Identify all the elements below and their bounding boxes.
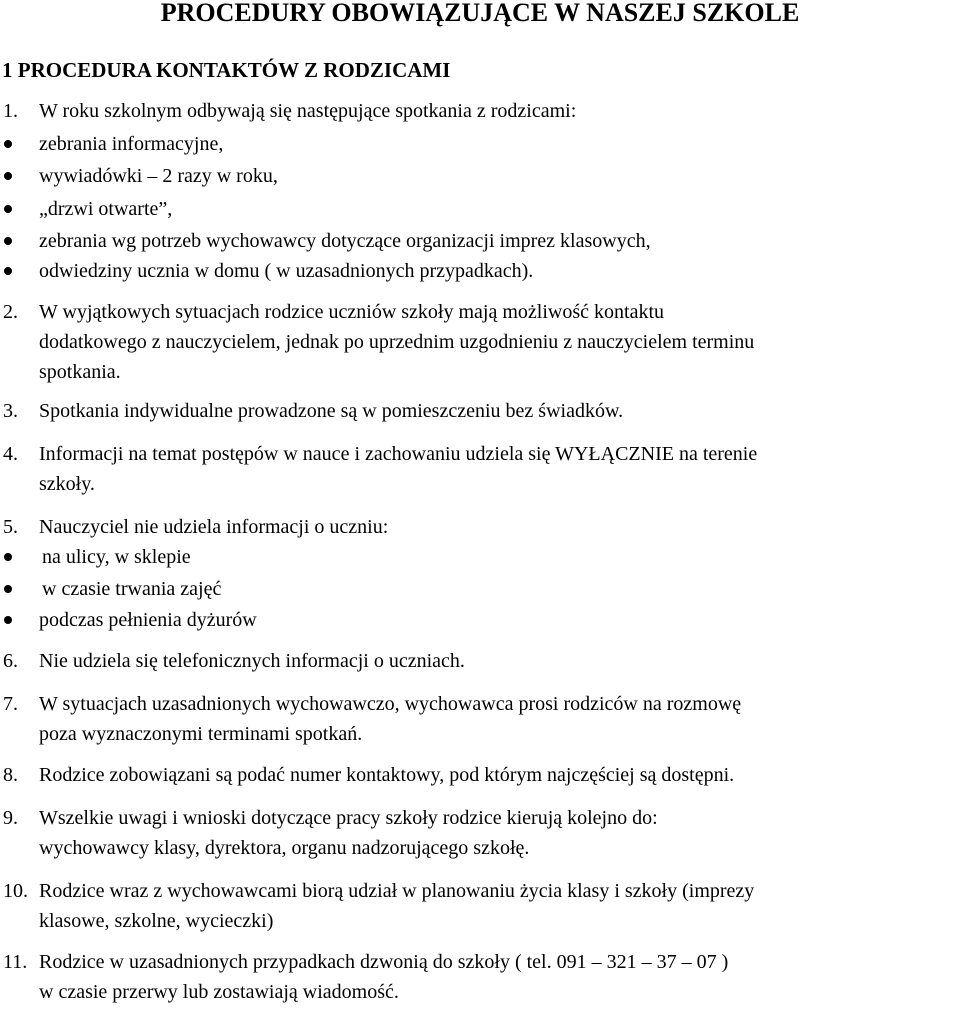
item-line: w czasie przerwy lub zostawiają wiadomość. — [39, 981, 399, 1003]
bullet-text: zebrania wg potrzeb wychowawcy dotyczące organizacji imprez klasowych, — [39, 230, 651, 252]
item-text — [39, 876, 754, 936]
item-line: Nie udziela się telefonicznych informacji o uczniach. — [39, 650, 465, 672]
bullet-text: wywiadówki – 2 razy w roku, — [39, 165, 278, 187]
item-line: klasowe, szkolne, wycieczki) — [39, 910, 274, 932]
item-number: 7. — [3, 693, 18, 715]
bullet-item — [0, 129, 960, 159]
page-title: PROCEDURY OBOWIĄZUJĄCE W NASZEJ SZKOLE — [160, 0, 800, 27]
item-number: 6. — [3, 650, 18, 672]
item-line: Nauczyciel nie udziela informacji o uczniu: — [39, 516, 389, 538]
item-line: Spotkania indywidualne prowadzone są w pomieszczeniu bez świadków. — [39, 400, 624, 422]
item-line: W wyjątkowych sytuacjach rodzice uczniów szkoły mają możliwość kontaktu — [39, 301, 664, 323]
item-line: W roku szkolnym odbywają się następujące spotkania z rodzicami: — [39, 100, 577, 122]
item-line: poza wyznaczonymi terminami spotkań. — [39, 723, 363, 745]
bullet-icon — [4, 237, 12, 245]
item-number: 8. — [3, 764, 18, 786]
bullet-icon — [4, 205, 12, 213]
item-text — [39, 439, 757, 499]
bullet-item — [0, 161, 960, 191]
item-number: 10. — [3, 880, 28, 902]
bullet-icon — [4, 616, 12, 624]
item-line: Rodzice wraz z wychowawcami biorą udział w planowaniu życia klasy i szkoły (imprezy — [39, 880, 755, 902]
item-line: Rodzice w uzasadnionych przypadkach dzwonią do szkoły ( tel. 091 – 321 – 37 – 07 ) — [39, 951, 729, 973]
item-number: 5. — [3, 516, 18, 538]
bullet-item — [0, 574, 960, 604]
bullet-icon — [4, 267, 12, 275]
item-number: 11. — [3, 951, 28, 973]
bullet-item — [0, 194, 960, 224]
bullet-item — [0, 542, 960, 572]
item-text — [39, 96, 576, 126]
bullet-icon — [4, 140, 12, 148]
item-line: wychowawcy klasy, dyrektora, organu nadzorującego szkołę. — [39, 837, 530, 859]
item-number: 9. — [3, 807, 18, 829]
item-line: szkoły. — [39, 473, 95, 495]
bullet-icon — [4, 585, 12, 593]
item-line: Informacji na temat postępów w nauce i zachowaniu udziela się WYŁĄCZNIE na terenie — [39, 443, 758, 465]
bullet-text: na ulicy, w sklepie — [42, 546, 191, 568]
item-text — [39, 646, 465, 676]
item-line: W sytuacjach uzasadnionych wychowawczo, wychowawca prosi rodziców na rozmowę — [39, 693, 742, 715]
bullet-item — [0, 605, 960, 635]
bullet-text: „drzwi otwarte”, — [39, 198, 173, 220]
item-line: dodatkowego z nauczycielem, jednak po uprzednim uzgodnieniu z nauczycielem terminu — [39, 331, 755, 353]
item-text — [39, 947, 728, 1007]
item-text — [39, 396, 623, 426]
item-text — [39, 512, 388, 542]
item-number: 4. — [3, 443, 18, 465]
item-number: 1. — [3, 100, 18, 122]
item-line: Wszelkie uwagi i wnioski dotyczące pracy szkoły rodzice kierują kolejno do: — [39, 807, 658, 829]
bullet-text: podczas pełnienia dyżurów — [39, 609, 257, 631]
item-text — [39, 297, 754, 387]
bullet-text: odwiedziny ucznia w domu ( w uzasadnionych przypadkach). — [39, 260, 534, 282]
item-number: 2. — [3, 301, 18, 323]
item-text — [39, 803, 658, 863]
bullet-icon — [4, 172, 12, 180]
bullet-icon — [4, 553, 12, 561]
item-text — [39, 760, 734, 790]
item-line: Rodzice zobowiązani są podać numer kontaktowy, pod którym najczęściej są dostępni. — [39, 764, 735, 786]
item-number: 3. — [3, 400, 18, 422]
section-heading: 1 PROCEDURA KONTAKTÓW Z RODZICAMI — [2, 58, 451, 82]
bullet-text: w czasie trwania zajęć — [42, 578, 222, 600]
bullet-item — [0, 256, 960, 286]
item-line: spotkania. — [39, 361, 121, 383]
bullet-item — [0, 226, 960, 256]
item-text — [39, 689, 741, 749]
bullet-text: zebrania informacyjne, — [39, 133, 224, 155]
